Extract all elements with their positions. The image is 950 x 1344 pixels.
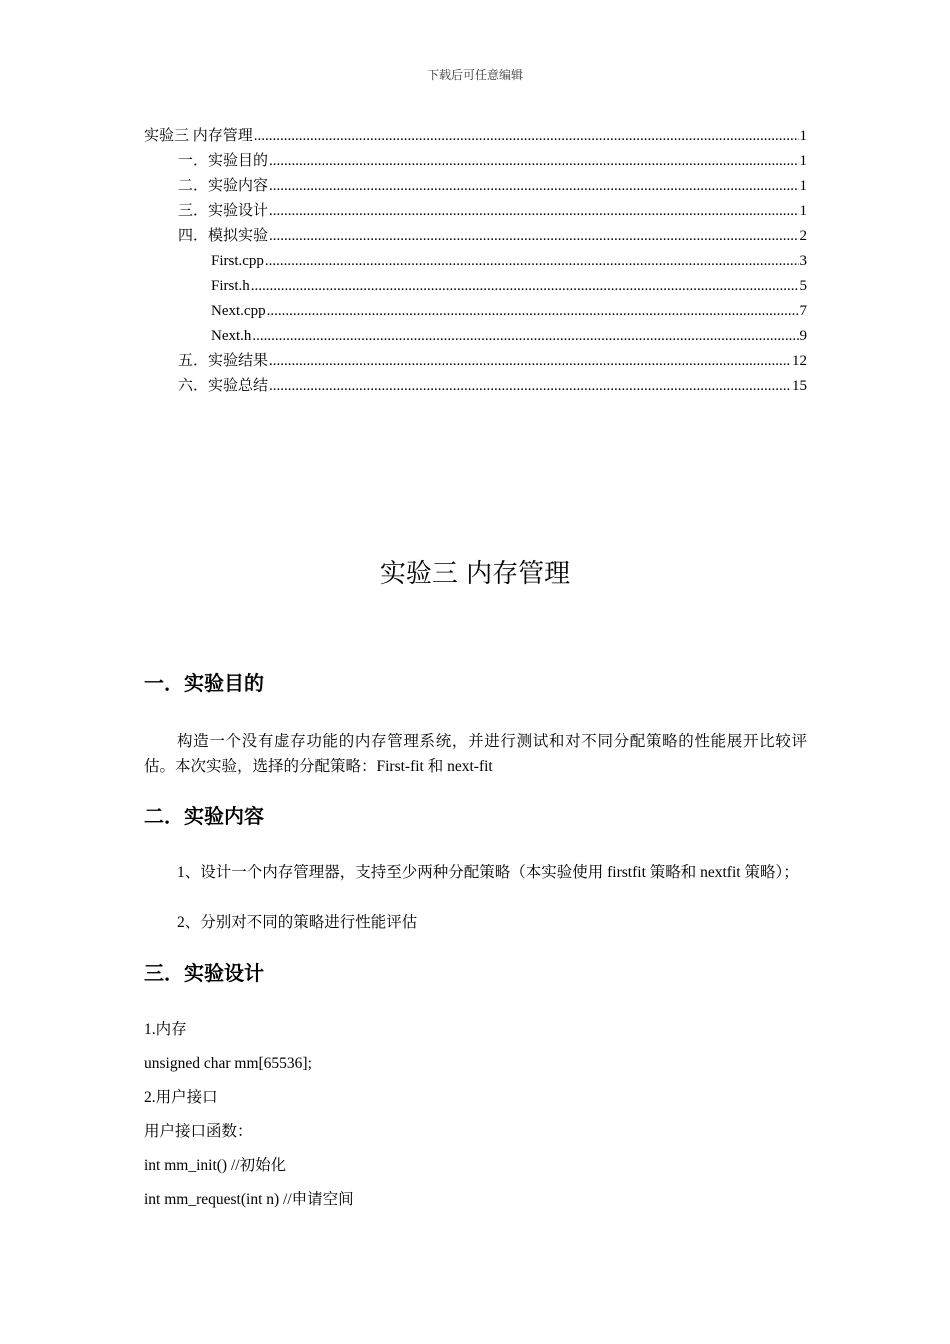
section-paragraph-purpose: 构造一个没有虚存功能的内存管理系统，并进行测试和对不同分配策略的性能展开比较评估。本次实验，选择的分配策略：First-fit 和 next-fit bbox=[144, 733, 807, 775]
toc-entry[interactable] bbox=[144, 324, 807, 349]
content-item-1: 1、设计一个内存管理器，支持至少两种分配策略（本实验使用 firstfit 策略和 nextfit 策略）； bbox=[177, 864, 799, 881]
toc-entry-label: 三．实验设计 bbox=[178, 203, 269, 219]
toc-entry-page: 1 bbox=[799, 178, 807, 194]
toc-leader bbox=[269, 374, 791, 399]
toc-leader bbox=[269, 149, 798, 174]
toc-leader bbox=[269, 224, 798, 249]
design-line: int mm_request(int n) //申请空间 bbox=[144, 1191, 354, 1208]
toc-leader bbox=[265, 249, 799, 274]
toc-entry-page: 2 bbox=[799, 228, 807, 244]
toc-entry[interactable] bbox=[144, 374, 807, 399]
toc-leader bbox=[269, 349, 791, 374]
toc-entry-page: 1 bbox=[799, 203, 807, 219]
section-heading-purpose: 一．实验目的 bbox=[144, 671, 264, 695]
toc-entry-page: 1 bbox=[799, 128, 807, 144]
toc-entry-label: First.cpp bbox=[211, 253, 264, 269]
toc-entry-page: 5 bbox=[799, 278, 807, 294]
toc-leader bbox=[269, 174, 798, 199]
toc-leader bbox=[251, 274, 799, 299]
section-heading-design: 三．实验设计 bbox=[144, 961, 264, 985]
toc-entry-label: First.h bbox=[211, 278, 250, 294]
toc-leader bbox=[269, 199, 798, 224]
toc-entry[interactable] bbox=[144, 174, 807, 199]
toc-entry[interactable] bbox=[144, 274, 807, 299]
design-line: 1.内存 bbox=[144, 1021, 187, 1038]
design-line: int mm_init() //初始化 bbox=[144, 1157, 287, 1174]
toc-entry[interactable] bbox=[144, 224, 807, 249]
toc-entry-label: 五．实验结果 bbox=[178, 353, 269, 369]
toc-entry[interactable] bbox=[144, 249, 807, 274]
header-note: 下载后可任意编辑 bbox=[426, 68, 523, 82]
toc-entry-page: 15 bbox=[792, 378, 807, 394]
design-line: 2.用户接口 bbox=[144, 1089, 218, 1106]
toc-entry-page: 7 bbox=[799, 303, 807, 319]
toc-entry[interactable] bbox=[144, 299, 807, 324]
toc-entry-label: 二．实验内容 bbox=[178, 178, 269, 194]
toc-leader bbox=[267, 299, 799, 324]
toc-entry-page: 12 bbox=[792, 353, 807, 369]
toc-entry-label: 四．模拟实验 bbox=[178, 228, 269, 244]
toc-entry-label: Next.h bbox=[211, 328, 252, 344]
toc-leader bbox=[252, 324, 798, 349]
toc-entry-label: Next.cpp bbox=[211, 303, 266, 319]
toc-entry-label: 实验三 内存管理 bbox=[144, 128, 253, 144]
toc-entry[interactable] bbox=[144, 124, 807, 149]
toc-entry-page: 1 bbox=[799, 153, 807, 169]
toc-leader bbox=[254, 124, 799, 149]
toc-entry-label: 一．实验目的 bbox=[178, 153, 269, 169]
toc-entry-page: 9 bbox=[799, 328, 807, 344]
toc-entry[interactable] bbox=[144, 349, 807, 374]
document-title: 实验三 内存管理 bbox=[379, 559, 571, 589]
design-line: 用户接口函数： bbox=[144, 1123, 253, 1140]
toc-entry[interactable] bbox=[144, 199, 807, 224]
toc-entry-page: 3 bbox=[799, 253, 807, 269]
section-heading-content: 二．实验内容 bbox=[144, 804, 264, 828]
content-item-2: 2、分别对不同的策略进行性能评估 bbox=[177, 914, 418, 931]
toc-entry[interactable] bbox=[144, 149, 807, 174]
table-of-contents bbox=[144, 124, 807, 399]
design-line: unsigned char mm[65536]; bbox=[144, 1055, 312, 1072]
toc-entry-label: 六．实验总结 bbox=[178, 378, 269, 394]
